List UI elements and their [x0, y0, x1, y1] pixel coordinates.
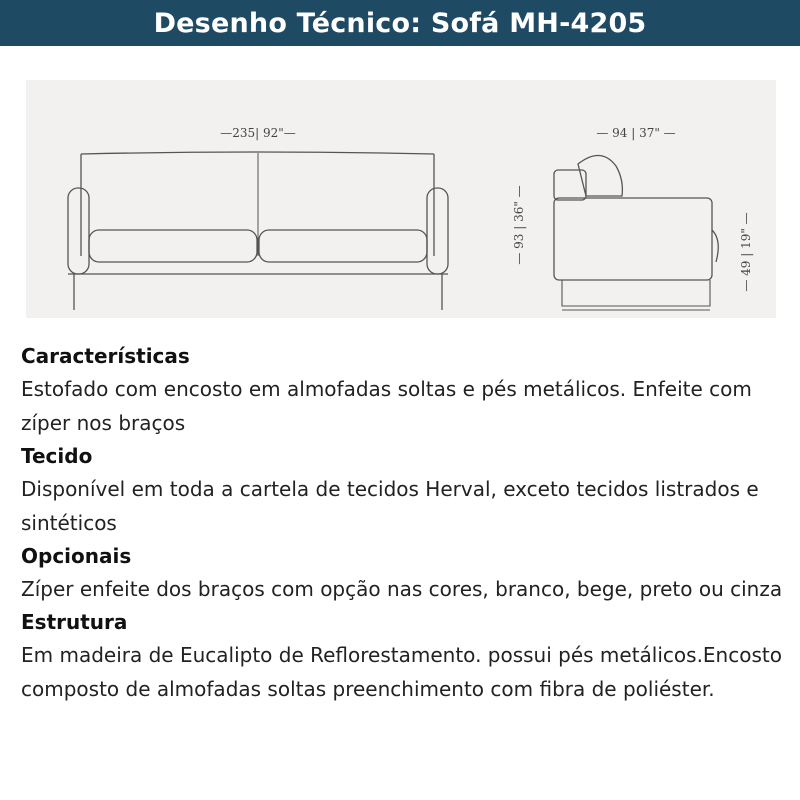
page-header [0, 0, 800, 46]
section-body-estrutura: Em madeira de Eucalipto de Reflorestamento. possui pés metálicos.Encosto composto de almofadas soltas preenchimento com fibra de poliéster. [21, 643, 782, 701]
sofa-side-view [554, 155, 718, 310]
section-title-opcionais: Opcionais [21, 544, 132, 568]
section-title-caracteristicas: Características [21, 344, 190, 368]
section-title-tecido: Tecido [21, 444, 93, 468]
sofa-drawing-svg [26, 80, 776, 318]
page-title: Desenho Técnico: Sofá MH-4205 [153, 7, 647, 39]
section-body-tecido: Disponível em toda a cartela de tecidos Herval, exceto tecidos listrados e sintéticos [21, 477, 759, 535]
front-width-label: —235| 92"— [220, 126, 296, 140]
product-specs [21, 340, 791, 706]
side-depth-label: — 94 | 37" — [596, 126, 676, 140]
height-label: — 93 | 36" — [512, 185, 526, 265]
section-body-caracteristicas: Estofado com encosto em almofadas soltas e pés metálicos. Enfeite com zíper nos braços [21, 377, 752, 435]
technical-drawing [26, 80, 776, 318]
seat-height-label: — 49 | 19" — [739, 212, 753, 292]
section-title-estrutura: Estrutura [21, 610, 128, 634]
sofa-front-view [68, 152, 448, 310]
section-body-opcionais: Zíper enfeite dos braços com opção nas cores, branco, bege, preto ou cinza [21, 577, 783, 601]
